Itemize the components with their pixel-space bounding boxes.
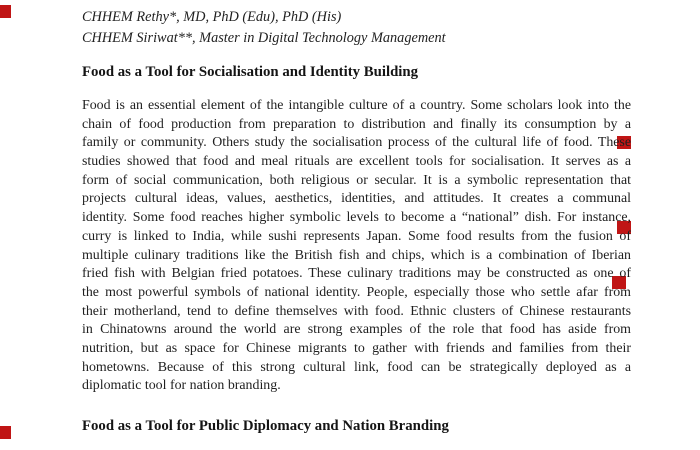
- author-block: [82, 7, 446, 49]
- body-line: in Chinatowns around the world are strong examples of the role that food has aside from: [82, 322, 631, 338]
- body-paragraph: [82, 97, 631, 396]
- body-line: nutrition, but as space for Chinese migrants to gather with friends and families from their: [82, 340, 631, 356]
- author-line-2: CHHEM Siriwat**, Master in Digital Technology Management: [82, 30, 446, 46]
- body-line: curry is linked to India, while sushi represents Japan. Some food results from the fusion of: [82, 228, 631, 244]
- body-line: identity. Some food reaches higher symbolic levels to become a “national” dish. For instance,: [82, 210, 631, 226]
- body-line: projects cultural ideas, values, aesthetics, identities, and attitudes. It creates a communal: [82, 191, 631, 207]
- edit-mark-top-left: [0, 5, 11, 18]
- body-line: the most powerful symbols of national identity. People, especially those who settle afar from: [82, 284, 631, 300]
- author-line-1: CHHEM Rethy*, MD, PhD (Edu), PhD (His): [82, 9, 342, 25]
- body-line: multiple culinary traditions like the British fish and chips, which is a combination of Iberian: [82, 247, 631, 263]
- section-heading-diplomacy: Food as a Tool for Public Diplomacy and Nation Branding: [82, 418, 449, 434]
- body-line: their motherland, tend to define themselves with food. Ethnic clusters of Chinese restaurants: [82, 303, 631, 319]
- edit-mark-bottom-left: [0, 426, 11, 439]
- body-line: family or community. Others study the socialisation process of the cultural life of food. These: [82, 135, 631, 151]
- body-line: fried fish with Belgian fried potatoes. These culinary traditions may be constructed as one of: [82, 266, 631, 282]
- body-line: Food is an essential element of the intangible culture of a country. Some scholars look into the: [82, 98, 631, 113]
- body-line: chain of food production from preparation to distribution and finally its consumption by a: [82, 116, 631, 132]
- body-line: hometowns. Because of this strong cultural link, food can be strategically deployed as a: [82, 359, 631, 375]
- body-line: form of social communication, both religious or secular. It is a symbolic representation that: [82, 172, 631, 188]
- section-heading-socialisation: Food as a Tool for Socialisation and Identity Building: [82, 64, 419, 80]
- body-line: studies showed that food and meal rituals are excellent tools for socialisation. It serves as a: [82, 154, 631, 170]
- body-line-last: diplomatic tool for nation branding.: [82, 378, 281, 394]
